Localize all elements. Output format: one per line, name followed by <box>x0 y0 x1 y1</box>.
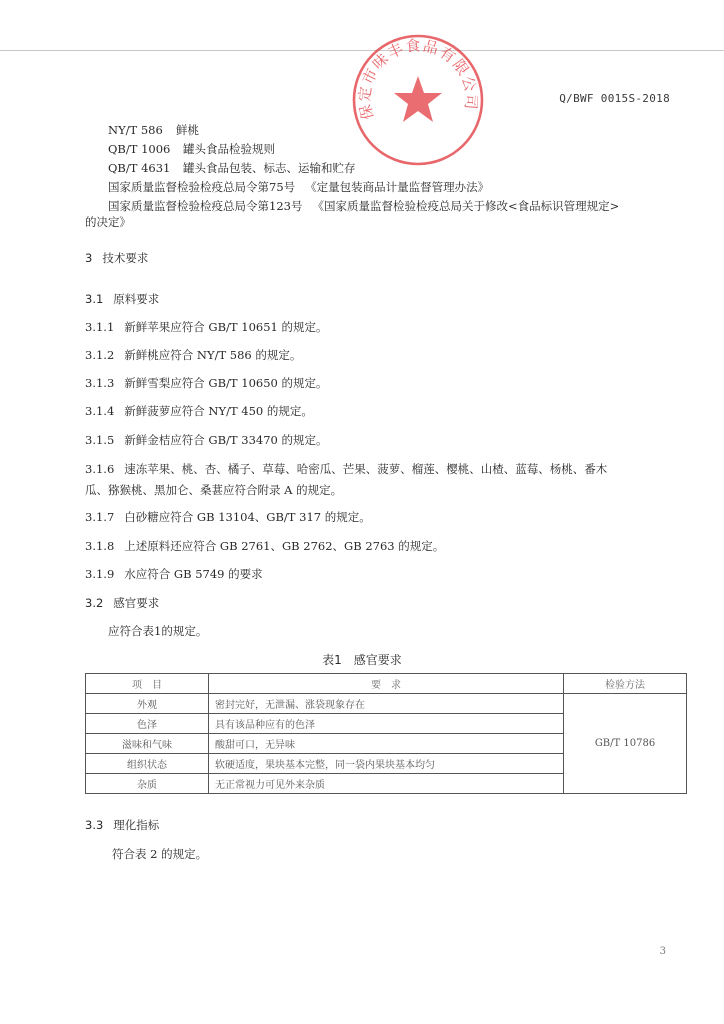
sensory-requirements-table <box>85 673 687 794</box>
clause-text: 新鲜苹果应符合 GB/T 10651 的规定。 <box>124 320 328 334</box>
clause <box>85 403 313 419</box>
clause-text: 新鲜金桔应符合 GB/T 33470 的规定。 <box>124 433 328 447</box>
section-title: 原料要求 <box>113 292 160 306</box>
clause <box>85 566 263 582</box>
column-header: 要 求 <box>209 674 564 694</box>
ref-code: QB/T 1006 <box>108 142 171 156</box>
item-cell: 滋味和气味 <box>86 734 209 754</box>
clause-text: 新鲜雪梨应符合 GB/T 10650 的规定。 <box>124 376 328 390</box>
clause-text: 上述原料还应符合 GB 2761、GB 2762、GB 2763 的规定。 <box>124 539 445 553</box>
clause <box>85 347 301 363</box>
clause <box>85 461 607 477</box>
ref-code: QB/T 4631 <box>108 161 171 175</box>
requirement-cell: 具有该品种应有的色泽 <box>209 714 564 734</box>
reference-line <box>108 179 489 195</box>
ref-title: 鲜桃 <box>176 123 199 137</box>
item-cell: 色泽 <box>86 714 209 734</box>
item-cell: 外观 <box>86 694 209 714</box>
section-body: 符合表 2 的规定。 <box>112 847 208 861</box>
section-number: 3 <box>85 251 93 265</box>
header-rule <box>0 50 724 51</box>
ref-title: 《定量包装商品计量监督管理办法》 <box>305 180 490 194</box>
reference-line <box>108 160 356 176</box>
section-title: 感官要求 <box>113 596 160 610</box>
clause-text: 新鲜菠萝应符合 NY/T 450 的规定。 <box>124 404 313 418</box>
clause <box>85 538 444 554</box>
clause <box>85 509 371 525</box>
column-header: 项 目 <box>86 674 209 694</box>
reference-line <box>108 198 619 214</box>
company-seal <box>348 30 488 170</box>
clause-continuation: 瓜、猕猴桃、黑加仑、桑葚应符合附录 A 的规定。 <box>85 483 343 497</box>
requirement-cell: 无正常视力可见外来杂质 <box>209 774 564 794</box>
item-cell: 组织状态 <box>86 754 209 774</box>
clause-number: 3.1.2 <box>85 348 115 362</box>
clause <box>85 375 328 391</box>
reference-line <box>108 141 275 157</box>
clause-number: 3.1.4 <box>85 404 115 418</box>
ref-code: 国家质量监督检验检疫总局令第75号 <box>108 180 296 194</box>
method-cell: GB/T 10786 <box>564 694 687 794</box>
section-heading <box>85 250 148 266</box>
column-header: 检验方法 <box>564 674 687 694</box>
clause-number: 3.1.3 <box>85 376 115 390</box>
clause-text: 速冻苹果、桃、杏、橘子、草莓、哈密瓜、芒果、菠萝、榴莲、樱桃、山楂、蓝莓、杨桃、番木 <box>124 462 608 476</box>
table-row <box>86 694 687 714</box>
seal-text: 保定市味丰食品有限公司 <box>355 36 481 122</box>
clause-text: 水应符合 GB 5749 的要求 <box>124 567 263 581</box>
ref-title: 罐头食品检验规则 <box>183 142 275 156</box>
section-heading <box>85 595 159 611</box>
section-body: 应符合表1的规定。 <box>108 624 208 638</box>
ref-title: 罐头食品包装、标志、运输和贮存 <box>183 161 356 175</box>
clause <box>85 432 328 448</box>
requirement-cell: 软硬适度，果块基本完整，同一袋内果块基本均匀 <box>209 754 564 774</box>
reference-continuation: 的决定》 <box>85 215 131 229</box>
clause-number: 3.1.6 <box>85 462 115 476</box>
ref-code: NY/T 586 <box>108 123 163 137</box>
clause-text: 白砂糖应符合 GB 13104、GB/T 317 的规定。 <box>124 510 371 524</box>
requirement-cell: 酸甜可口，无异味 <box>209 734 564 754</box>
ref-code: 国家质量监督检验检疫总局令第123号 <box>108 199 303 213</box>
requirement-cell: 密封完好，无泄漏、涨袋现象存在 <box>209 694 564 714</box>
section-number: 3.1 <box>85 292 104 306</box>
ref-title: 《国家质量监督检验检疫总局关于修改<食品标识管理规定> <box>312 199 620 213</box>
clause-number: 3.1.1 <box>85 320 115 334</box>
section-heading <box>85 817 159 833</box>
clause-number: 3.1.7 <box>85 510 115 524</box>
clause-number: 3.1.5 <box>85 433 115 447</box>
section-heading <box>85 291 159 307</box>
item-cell: 杂质 <box>86 774 209 794</box>
clause-number: 3.1.8 <box>85 539 115 553</box>
section-title: 理化指标 <box>113 818 160 832</box>
page-number: 3 <box>659 946 666 957</box>
document-code: Q/BWF 0015S-2018 <box>559 92 670 105</box>
clause <box>85 319 328 335</box>
section-title: 技术要求 <box>102 251 149 265</box>
section-number: 3.3 <box>85 818 104 832</box>
table-title: 表1 感官要求 <box>322 653 402 667</box>
clause-number: 3.1.9 <box>85 567 115 581</box>
section-number: 3.2 <box>85 596 104 610</box>
table-header-row <box>86 674 687 694</box>
reference-line <box>108 122 199 138</box>
clause-text: 新鲜桃应符合 NY/T 586 的规定。 <box>124 348 302 362</box>
